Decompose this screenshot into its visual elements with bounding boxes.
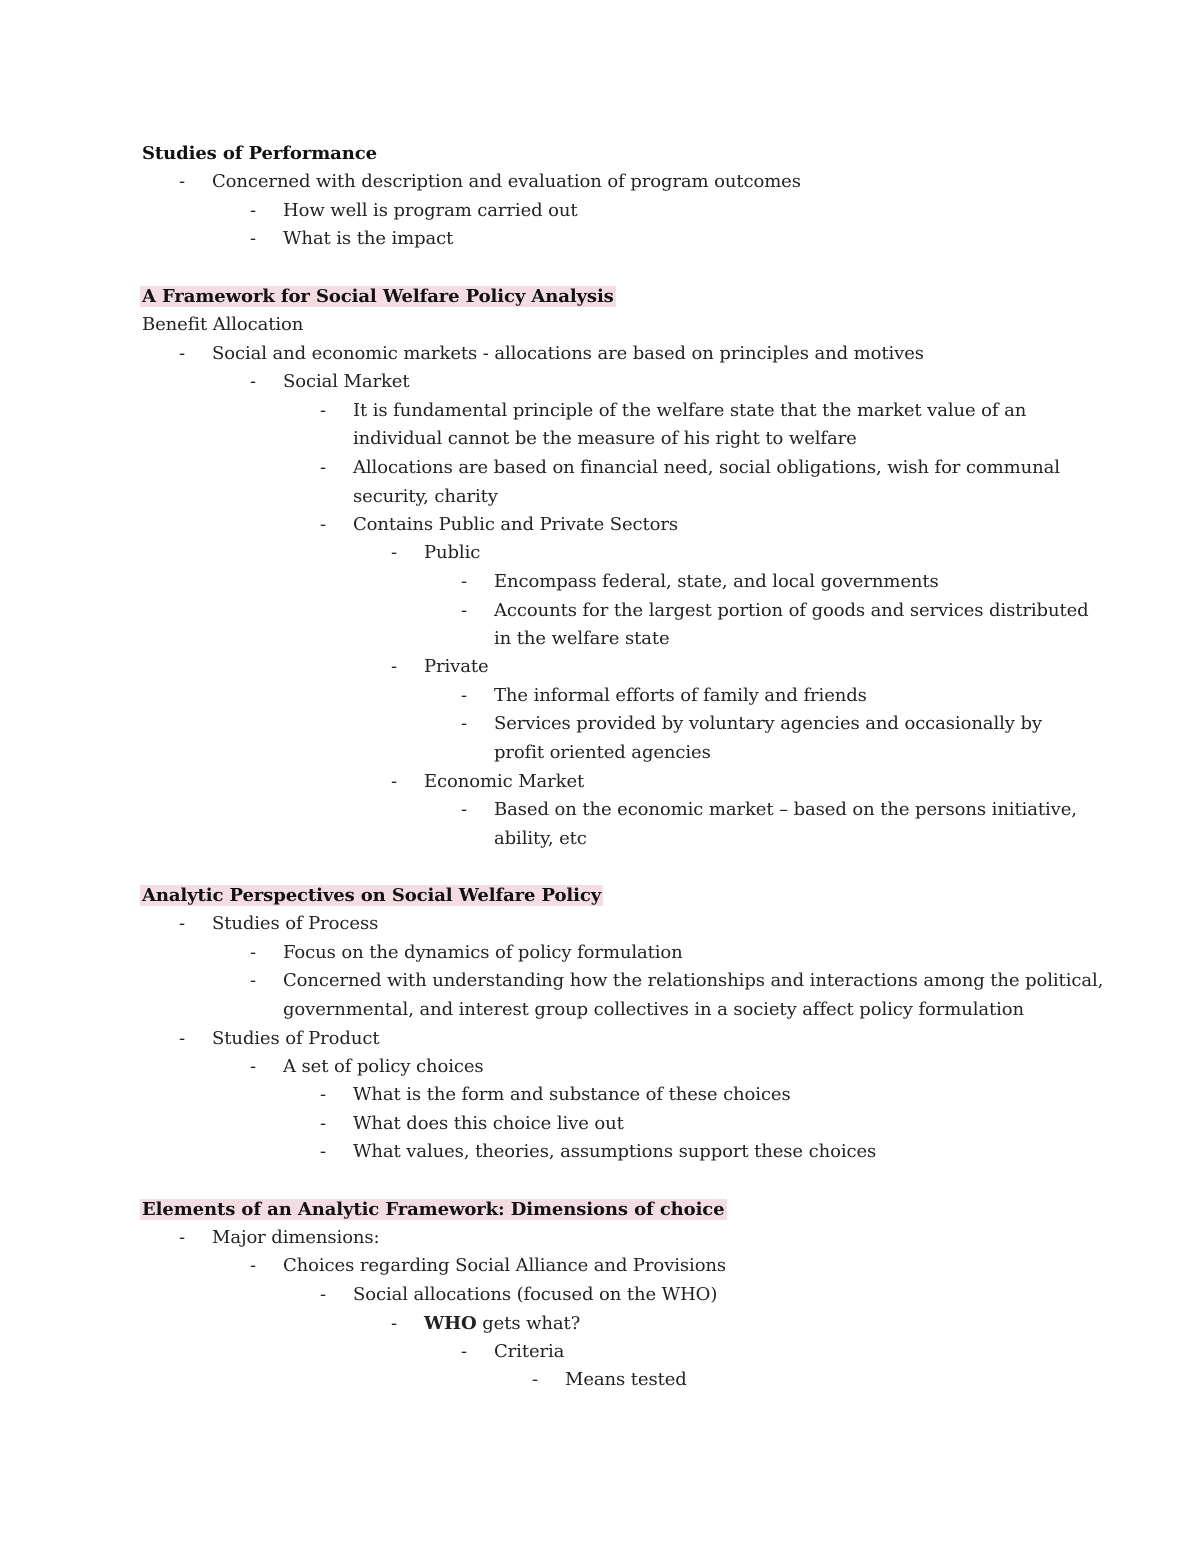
list-item-text: Social allocations (focused on the WHO) bbox=[353, 1284, 718, 1305]
heading-analytic-perspectives bbox=[142, 882, 603, 910]
list-item bbox=[461, 568, 939, 596]
list-item-continuation: governmental, and interest group collectives in a society affect policy formulation bbox=[283, 999, 1025, 1020]
bullet-dash: - bbox=[391, 542, 397, 563]
list-item-text: Economic Market bbox=[424, 771, 585, 792]
list-item-text: Social and economic markets - allocations are based on principles and motives bbox=[212, 343, 924, 364]
bullet-dash: - bbox=[461, 571, 467, 592]
list-item-text: Based on the economic market – based on the persons initiative, bbox=[494, 799, 1077, 820]
list-item bbox=[461, 796, 1077, 824]
heading-elements-analytic-framework bbox=[142, 1196, 727, 1224]
list-item-text: Accounts for the largest portion of goods and services distributed bbox=[494, 600, 1089, 621]
list-item bbox=[461, 682, 867, 710]
list-item-text: gets what? bbox=[476, 1313, 581, 1334]
bullet-dash: - bbox=[320, 1084, 326, 1105]
list-item bbox=[461, 597, 1089, 625]
list-item-text: Studies of Process bbox=[212, 913, 379, 934]
bullet-dash: - bbox=[320, 457, 326, 478]
list-item bbox=[532, 1366, 687, 1394]
list-item bbox=[250, 225, 454, 253]
list-item-text: Concerned with description and evaluation of program outcomes bbox=[212, 171, 801, 192]
list-item-continuation: profit oriented agencies bbox=[494, 742, 711, 763]
highlighted-heading-text: Analytic Perspectives on Social Welfare Policy bbox=[142, 885, 602, 906]
list-item bbox=[320, 511, 679, 539]
list-item-text: Choices regarding Social Alliance and Provisions bbox=[283, 1255, 727, 1276]
bullet-dash: - bbox=[532, 1369, 538, 1390]
bullet-dash: - bbox=[250, 1056, 256, 1077]
bullet-dash: - bbox=[250, 371, 256, 392]
list-item-text: Private bbox=[424, 656, 489, 677]
list-item bbox=[320, 1138, 877, 1166]
bullet-dash: - bbox=[391, 1313, 397, 1334]
list-item-text: How well is program carried out bbox=[283, 200, 578, 221]
list-item-text: The informal efforts of family and friends bbox=[494, 685, 867, 706]
list-item bbox=[320, 397, 1027, 425]
list-item-continuation: security, charity bbox=[353, 486, 498, 507]
list-item bbox=[179, 1224, 380, 1252]
bullet-dash: - bbox=[320, 1141, 326, 1162]
bullet-dash: - bbox=[461, 713, 467, 734]
bullet-dash: - bbox=[320, 400, 326, 421]
bullet-dash: - bbox=[179, 343, 185, 364]
list-item bbox=[250, 197, 578, 225]
bullet-dash: - bbox=[250, 1255, 256, 1276]
bullet-dash: - bbox=[320, 1284, 326, 1305]
list-item bbox=[250, 1053, 484, 1081]
list-item bbox=[391, 768, 585, 796]
list-item-text: Public bbox=[424, 542, 481, 563]
list-item bbox=[320, 1110, 624, 1138]
list-item bbox=[250, 939, 683, 967]
list-item bbox=[179, 1025, 380, 1053]
bullet-dash: - bbox=[250, 228, 256, 249]
list-item bbox=[391, 539, 481, 567]
highlighted-heading-text: Elements of an Analytic Framework: Dimensions of choice bbox=[142, 1199, 725, 1220]
list-item bbox=[320, 1081, 791, 1109]
list-item-text: What is the form and substance of these choices bbox=[353, 1084, 791, 1105]
list-item-text: Encompass federal, state, and local governments bbox=[494, 571, 939, 592]
list-item bbox=[320, 454, 1060, 482]
bullet-dash: - bbox=[391, 771, 397, 792]
bullet-dash: - bbox=[179, 1227, 185, 1248]
list-item-text: Criteria bbox=[494, 1341, 565, 1362]
list-item-text: It is fundamental principle of the welfare state that the market value of an bbox=[353, 400, 1027, 421]
bullet-dash: - bbox=[320, 1113, 326, 1134]
list-item bbox=[179, 168, 801, 196]
list-item-text: Means tested bbox=[565, 1369, 687, 1390]
bullet-dash: - bbox=[250, 200, 256, 221]
list-item-text: What does this choice live out bbox=[353, 1113, 624, 1134]
bullet-dash: - bbox=[461, 600, 467, 621]
list-item bbox=[250, 1252, 727, 1280]
bullet-dash: - bbox=[250, 942, 256, 963]
list-item-text: A set of policy choices bbox=[283, 1056, 484, 1077]
bullet-dash: - bbox=[250, 970, 256, 991]
list-item bbox=[461, 710, 1042, 738]
bullet-dash: - bbox=[320, 514, 326, 535]
list-item-text: Contains Public and Private Sectors bbox=[353, 514, 679, 535]
list-item-text: Concerned with understanding how the relationships and interactions among the political, bbox=[283, 970, 1104, 991]
bullet-dash: - bbox=[179, 1028, 185, 1049]
bullet-dash: - bbox=[179, 913, 185, 934]
list-item bbox=[250, 368, 410, 396]
list-item-text: Major dimensions: bbox=[212, 1227, 380, 1248]
list-item bbox=[179, 910, 379, 938]
list-item bbox=[461, 1338, 565, 1366]
list-item-bold-text: WHO bbox=[424, 1313, 477, 1334]
list-item bbox=[320, 1281, 718, 1309]
list-item-text: Services provided by voluntary agencies and occasionally by bbox=[494, 713, 1042, 734]
bullet-dash: - bbox=[461, 685, 467, 706]
list-item-continuation: ability, etc bbox=[494, 828, 587, 849]
highlighted-heading-text: A Framework for Social Welfare Policy Analysis bbox=[142, 286, 614, 307]
list-item bbox=[179, 340, 924, 368]
list-item bbox=[391, 653, 489, 681]
list-item bbox=[250, 967, 1104, 995]
list-item bbox=[391, 1310, 581, 1338]
heading-studies-of-performance: Studies of Performance bbox=[142, 143, 377, 164]
list-item-text: Focus on the dynamics of policy formulation bbox=[283, 942, 683, 963]
list-item-text: Studies of Product bbox=[212, 1028, 380, 1049]
bullet-dash: - bbox=[179, 171, 185, 192]
list-item-continuation: in the welfare state bbox=[494, 628, 670, 649]
list-item-text: Social Market bbox=[283, 371, 410, 392]
bullet-dash: - bbox=[461, 799, 467, 820]
list-item-continuation: individual cannot be the measure of his right to welfare bbox=[353, 428, 857, 449]
list-item-text: Allocations are based on financial need, social obligations, wish for communal bbox=[353, 457, 1060, 478]
bullet-dash: - bbox=[391, 656, 397, 677]
list-item-text: What values, theories, assumptions support these choices bbox=[353, 1141, 877, 1162]
list-item-text: What is the impact bbox=[283, 228, 454, 249]
heading-framework bbox=[142, 283, 616, 311]
bullet-dash: - bbox=[461, 1341, 467, 1362]
subheading-benefit-allocation: Benefit Allocation bbox=[142, 314, 304, 335]
